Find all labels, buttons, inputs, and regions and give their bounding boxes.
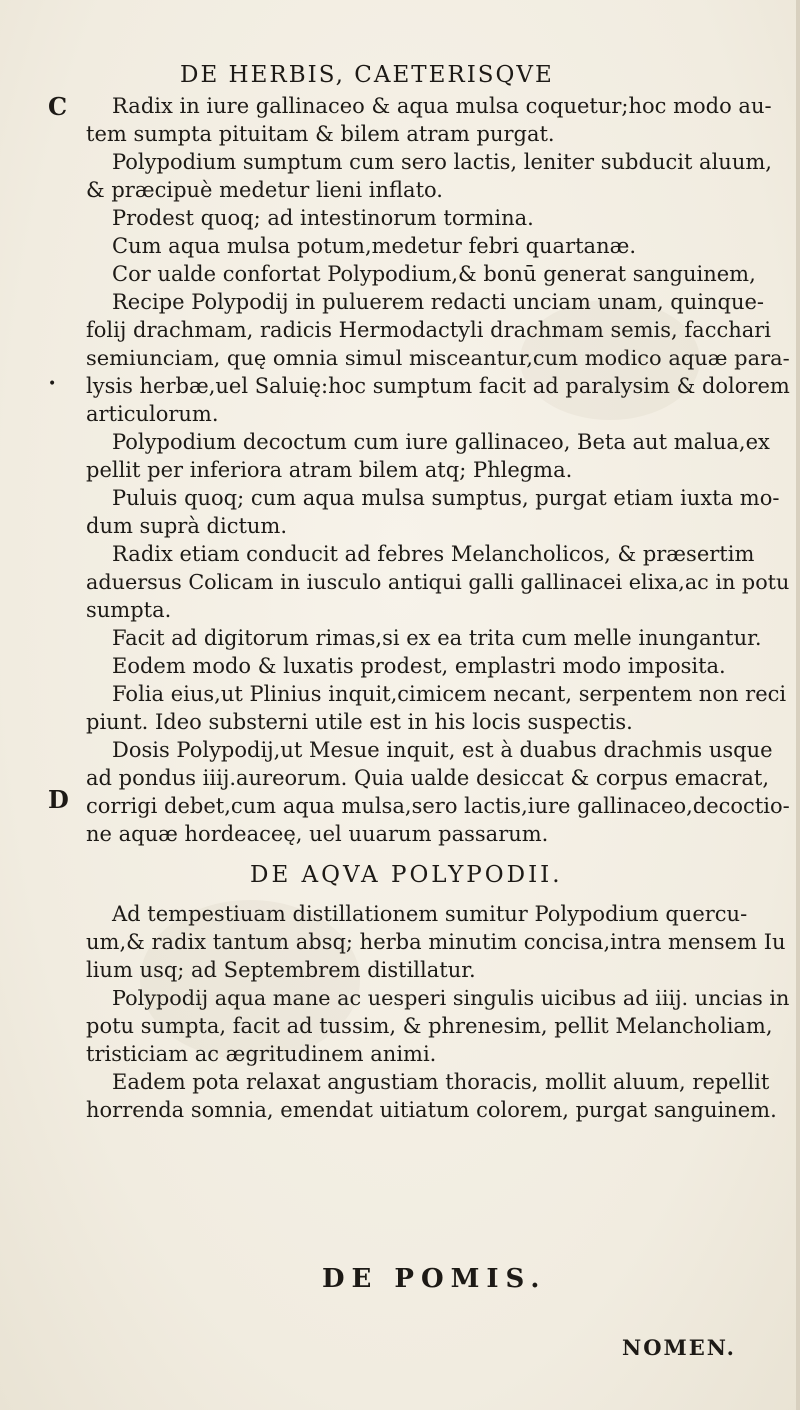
section-title: DE AQVA POLYPODII. [250,862,563,888]
text-line: Recipe Polypodij in puluerem redacti unciam unam, quinque- [112,290,764,314]
text-line: piunt. Ideo substerni utile est in his locis suspectis. [86,710,633,734]
text-line: articulorum. [86,402,219,426]
text-line: Polypodium sumptum cum sero lactis, leniter subducit aluum, [112,150,772,174]
text-line: Eadem pota relaxat angustiam thoracis, mollit aluum, repellit [112,1070,770,1094]
text-line: lium usq; ad Septembrem distillatur. [86,958,476,982]
text-line: Cor ualde confortat Polypodium,& bonū generat sanguinem, [112,262,756,286]
catchword: NOMEN. [622,1335,736,1360]
text-line: lysis herbæ,uel Saluię:hoc sumptum facit ad paralysim & dolorem [86,374,790,398]
page-edge [796,0,800,1410]
text-line: um,& radix tantum absq; herba minutim concisa,intra mensem Iu [86,930,786,954]
text-line: corrigi debet,cum aqua mulsa,sero lactis,iure gallinaceo,decoctio- [86,794,790,818]
text-line: Dosis Polypodij,ut Mesue inquit, est à duabus drachmis usque [112,738,773,762]
text-line: dum suprà dictum. [86,514,288,538]
text-line: folij drachmam, radicis Hermodactyli drachmam semis, facchari [86,318,772,342]
text-line: Eodem modo & luxatis prodest, emplastri modo imposita. [112,654,726,678]
text-line: tem sumpta pituitam & bilem atram purgat. [86,122,555,146]
margin-bullet: • [48,376,57,392]
text-line: & præcipuè medetur lieni inflato. [86,178,443,202]
text-line: Radix etiam conducit ad febres Melancholicos, & præsertim [112,542,755,566]
text-line: horrenda somnia, emendat uitiatum colorem, purgat sanguinem. [86,1098,777,1122]
text-line: Cum aqua mulsa potum,medetur febri quartanæ. [112,234,637,258]
text-line: Facit ad digitorum rimas,si ex ea trita cum melle inungantur. [112,626,762,650]
text-line: ne aquæ hordeaceę, uel uuarum passarum. [86,822,549,846]
next-section-title: DE POMIS. [322,1264,547,1294]
text-line: Puluis quoq; cum aqua mulsa sumptus, purgat etiam iuxta mo- [112,486,780,510]
text-line: semiunciam, quę omnia simul misceantur,cum modico aquæ para- [86,346,790,370]
text-line: Folia eius,ut Plinius inquit,cimicem necant, serpentem non reci [112,682,787,706]
text-line: aduersus Colicam in iusculo antiqui galli gallinacei elixa,ac in potu [86,570,790,594]
text-line: Ad tempestiuam distillationem sumitur Polypodium quercu- [112,902,748,926]
margin-letter-d: D [48,785,69,814]
running-head: DE HERBIS, CAETERISQVE [180,62,554,88]
text-line: Prodest quoq; ad intestinorum tormina. [112,206,534,230]
margin-letter-c: C [48,92,68,121]
text-line: tristiciam ac ægritudinem animi. [86,1042,437,1066]
text-line: Radix in iure gallinaceo & aqua mulsa coquetur;hoc modo au- [112,94,772,118]
text-line: potu sumpta, facit ad tussim, & phrenesim, pellit Melancholiam, [86,1014,773,1038]
text-line: sumpta. [86,598,172,622]
text-line: pellit per inferiora atram bilem atq; Phlegma. [86,458,573,482]
text-line: Polypodij aqua mane ac uesperi singulis uicibus ad iiij. uncias in [112,986,790,1010]
text-line: Polypodium decoctum cum iure gallinaceo, Beta aut malua,ex [112,430,770,454]
text-line: ad pondus iiij.aureorum. Quia ualde desiccat & corpus emacrat, [86,766,769,790]
